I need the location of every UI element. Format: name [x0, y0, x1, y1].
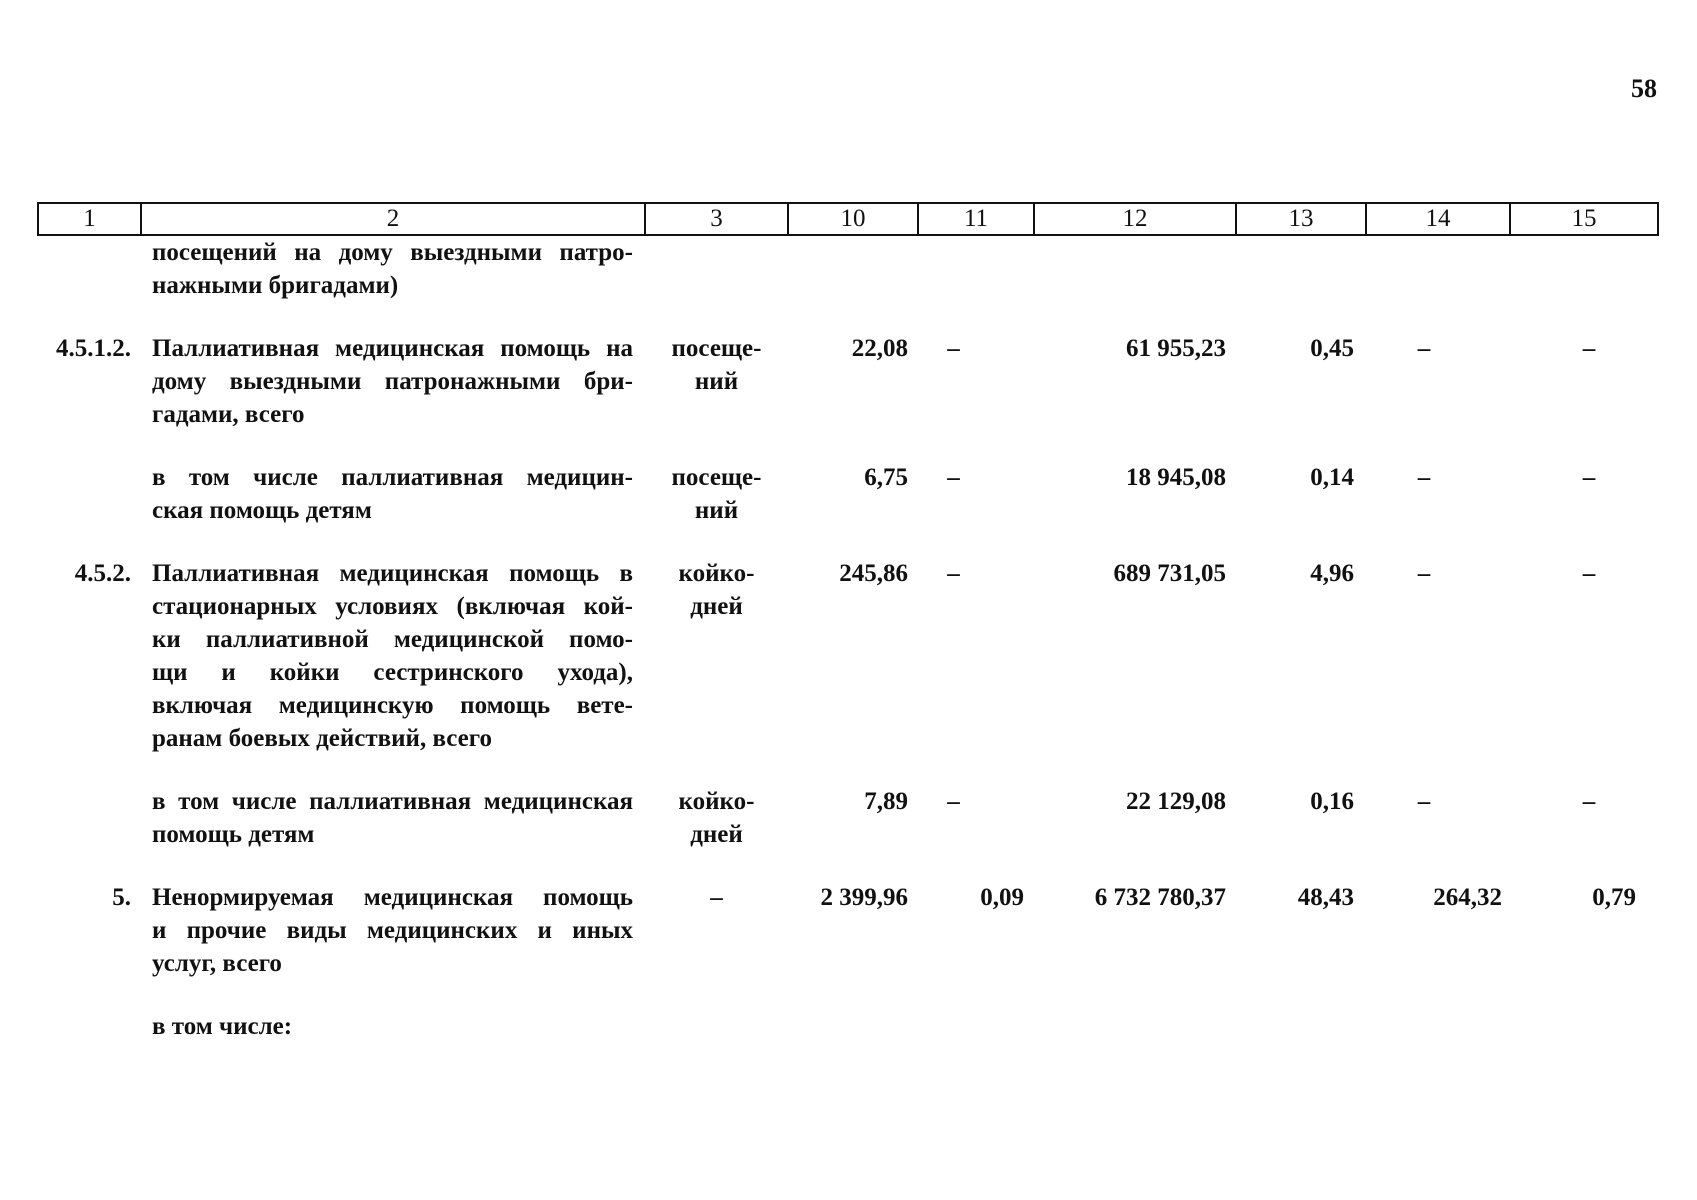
description-line: Ненормируемая медицинская помощь: [152, 884, 633, 911]
table-row: [38, 332, 1658, 461]
description-line: Паллиативная медицинская помощь в: [152, 560, 633, 587]
row-code: [38, 235, 141, 332]
header-col-12: 12: [1034, 203, 1236, 235]
header-col-1: 1: [38, 203, 141, 235]
description-line: помощь детям: [152, 821, 315, 848]
cell-col-14: –: [1417, 560, 1431, 587]
description-line: в том числе паллиативная медицинская: [152, 788, 633, 815]
cell-col-10: 6,75: [864, 464, 908, 491]
description-line: посещений на дому выездными патро-: [152, 239, 633, 266]
table-row: [38, 235, 1658, 332]
cell-col-13: 0,14: [1310, 464, 1354, 491]
table-body: [38, 235, 1658, 1073]
cell-col-11: –: [947, 464, 960, 491]
description-line: ская помощь детям: [152, 497, 372, 524]
description-line: и прочие виды медицинских и иных: [152, 917, 633, 944]
row-code: 4.5.1.2.: [56, 335, 131, 362]
cell-col-15: –: [1582, 560, 1596, 587]
row-description: [141, 332, 645, 461]
cell-col-12: [1034, 235, 1236, 332]
cell-col-11: –: [947, 788, 960, 815]
row-unit: [645, 235, 788, 332]
description-line: дому выездными патронажными бри-: [152, 368, 633, 395]
unit-line: дней: [690, 821, 743, 848]
cell-col-12: 689 731,05: [1113, 560, 1226, 587]
unit-line: ний: [694, 368, 739, 395]
header-col-13: 13: [1236, 203, 1366, 235]
page-number: 58: [1631, 74, 1657, 103]
row-code: 4.5.2.: [74, 560, 131, 587]
table-row: [38, 1010, 1658, 1073]
unit-line: –: [710, 884, 723, 911]
cell-col-11: –: [947, 560, 960, 587]
cell-col-13: 0,45: [1310, 335, 1354, 362]
row-unit: [645, 1010, 788, 1073]
header-row: [38, 203, 1658, 235]
cell-col-10: 2 399,96: [820, 884, 908, 911]
data-table: [37, 202, 1659, 1073]
unit-line: посеще-: [671, 335, 762, 362]
unit-line: койко-: [678, 560, 755, 587]
header-col-10: 10: [788, 203, 918, 235]
description-line: ки паллиативной медицинской помо-: [152, 626, 633, 653]
row-unit: [645, 881, 788, 1010]
cell-col-11: –: [947, 335, 960, 362]
cell-col-15: –: [1582, 335, 1596, 362]
description-line: в том числе:: [152, 1013, 293, 1040]
header-col-11: 11: [918, 203, 1034, 235]
description-line: нажными бригадами): [152, 272, 399, 299]
table-header: [38, 203, 1658, 235]
description-line: включая медицинскую помощь вете-: [152, 692, 633, 719]
row-description: [141, 1010, 645, 1073]
cell-col-11: [918, 235, 1034, 332]
table-row: [38, 557, 1658, 785]
header-col-3: 3: [645, 203, 788, 235]
cell-col-14: –: [1417, 464, 1431, 491]
description-line: услуг, всего: [152, 950, 282, 977]
row-unit: [645, 785, 788, 881]
cell-col-11: 0,09: [980, 884, 1024, 911]
row-code: [38, 785, 141, 881]
row-unit: [645, 332, 788, 461]
row-description: [141, 881, 645, 1010]
row-code: 5.: [112, 884, 131, 911]
cell-col-13: [1236, 235, 1366, 332]
cell-col-10: 22,08: [851, 335, 908, 362]
cell-col-10: [788, 1010, 918, 1073]
table-row: [38, 881, 1658, 1010]
row-description: [141, 785, 645, 881]
cell-col-13: [1236, 1010, 1366, 1073]
unit-line: ний: [694, 497, 739, 524]
cell-col-13: 4,96: [1310, 560, 1354, 587]
description-line: в том числе паллиативная медицин-: [152, 464, 633, 491]
table-row: [38, 785, 1658, 881]
cell-col-14: [1366, 235, 1510, 332]
cell-col-12: [1034, 1010, 1236, 1073]
description-line: стационарных условиях (включая кой-: [152, 593, 633, 620]
row-description: [141, 557, 645, 785]
cell-col-10: [788, 235, 918, 332]
cell-col-13: 0,16: [1310, 788, 1354, 815]
row-code: [38, 1010, 141, 1073]
cell-col-15: –: [1582, 788, 1596, 815]
row-unit: [645, 557, 788, 785]
cell-col-10: 245,86: [839, 560, 908, 587]
table-row: [38, 461, 1658, 557]
cell-col-15: –: [1582, 464, 1596, 491]
header-col-2: 2: [141, 203, 645, 235]
description-line: гадами, всего: [152, 401, 305, 428]
cell-col-12: 6 732 780,37: [1094, 884, 1226, 911]
row-description: [141, 235, 645, 332]
cell-col-13: 48,43: [1297, 884, 1354, 911]
header-col-14: 14: [1366, 203, 1510, 235]
cell-col-15: 0,79: [1592, 884, 1636, 911]
cell-col-12: 61 955,23: [1126, 335, 1226, 362]
cell-col-14: [1366, 1010, 1510, 1073]
description-line: щи и койки сестринского ухода),: [152, 659, 633, 686]
cell-col-15: [1510, 1010, 1658, 1073]
cell-col-12: 18 945,08: [1126, 464, 1226, 491]
description-line: Паллиативная медицинская помощь на: [152, 335, 633, 362]
row-unit: [645, 461, 788, 557]
row-description: [141, 461, 645, 557]
cell-col-14: –: [1417, 335, 1431, 362]
unit-line: посеще-: [671, 464, 762, 491]
row-code: [38, 461, 141, 557]
unit-line: дней: [690, 593, 743, 620]
unit-line: койко-: [678, 788, 755, 815]
cell-col-11: [918, 1010, 1034, 1073]
cell-col-12: 22 129,08: [1126, 788, 1226, 815]
cell-col-10: 7,89: [864, 788, 908, 815]
cell-col-15: [1510, 235, 1658, 332]
cell-col-14: 264,32: [1433, 884, 1502, 911]
cell-col-14: –: [1417, 788, 1431, 815]
header-col-15: 15: [1510, 203, 1658, 235]
description-line: ранам боевых действий, всего: [152, 725, 492, 752]
